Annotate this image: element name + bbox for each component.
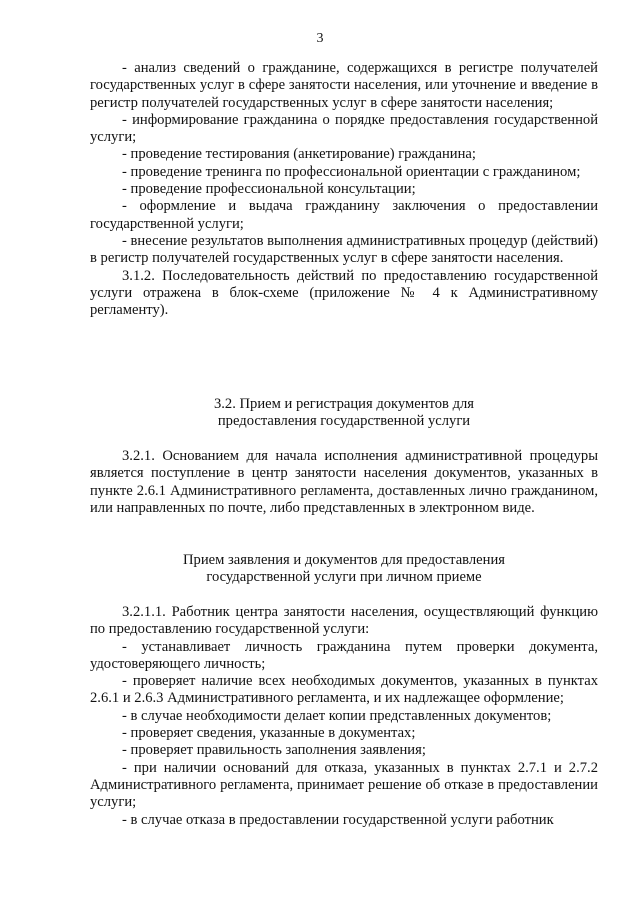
list-item: - в случае отказа в предоставлении государственной услуги работник (122, 811, 554, 828)
subsection-heading (90, 552, 598, 587)
list-item: - анализ сведений о гражданине, содержащихся в регистре получателей государственных услуг в сфере занятости населения, или уточнение и введение в регистр получателей государственных услуг в сфере занятости населения; (90, 60, 598, 111)
section-heading-line: 3.2. Прием и регистрация документов для (213, 396, 475, 412)
subsection-heading-line: государственной услуги при личном приеме (206, 569, 482, 586)
body-bottom (90, 604, 598, 829)
list-item: - проведение тренинга по профессиональной ориентации с гражданином; (122, 163, 581, 180)
list-item: - проведение тестирования (анкетирование) гражданина; (122, 146, 476, 163)
paragraph-3-2-1: 3.2.1. Основанием для начала исполнения административной процедуры является поступление в центр занятости населения документов, указанных в пункте 2.6.1 Административного регламента, доставленных лично гражданином, или направленных по почте, либо представленных в электронном виде. (90, 448, 598, 516)
page-number: 3 (316, 31, 324, 46)
list-item: - проверяет правильность заполнения заявления; (122, 742, 426, 759)
list-item: - при наличии оснований для отказа, указанных в пунктах 2.7.1 и 2.7.2 Административного регламента, принимает решение об отказе в предоставлении услуги; (90, 759, 598, 811)
list-item: - проведение профессиональной консультации; (122, 181, 416, 198)
section-heading-3-2 (90, 396, 598, 431)
list-item: - информирование гражданина о порядке предоставления государственной услуги; (90, 111, 598, 146)
list-item: - проверяет сведения, указанные в документах; (122, 725, 416, 742)
list-item: - внесение результатов выполнения административных процедур (действий) в регистр получателей государственных услуг в сфере занятости населения. (90, 232, 598, 267)
list-item: - в случае необходимости делает копии представленных документов; (122, 707, 552, 724)
body-top (90, 60, 598, 319)
subsection-heading-line: Прием заявления и документов для предоставления (183, 552, 505, 568)
paragraph-3-1-2: 3.1.2. Последовательность действий по предоставлению государственной услуги отражена в блок-схеме (приложение № 4 к Административному регламенту). (90, 267, 598, 319)
list-item: - устанавливает личность гражданина путем проверки документа, удостоверяющего личность; (90, 638, 598, 672)
body-mid (90, 448, 598, 517)
paragraph-3-2-1-1: 3.2.1.1. Работник центра занятости населения, осуществляющий функцию по предоставлению государственной услуги: (90, 604, 598, 638)
section-heading-line: предоставления государственной услуги (217, 413, 471, 430)
list-item: - проверяет наличие всех необходимых документов, указанных в пунктах 2.6.1 и 2.6.3 Административного регламента, и их надлежащее оформление; (90, 673, 598, 707)
list-item: - оформление и выдача гражданину заключения о предоставлении государственной услуги; (90, 198, 598, 232)
